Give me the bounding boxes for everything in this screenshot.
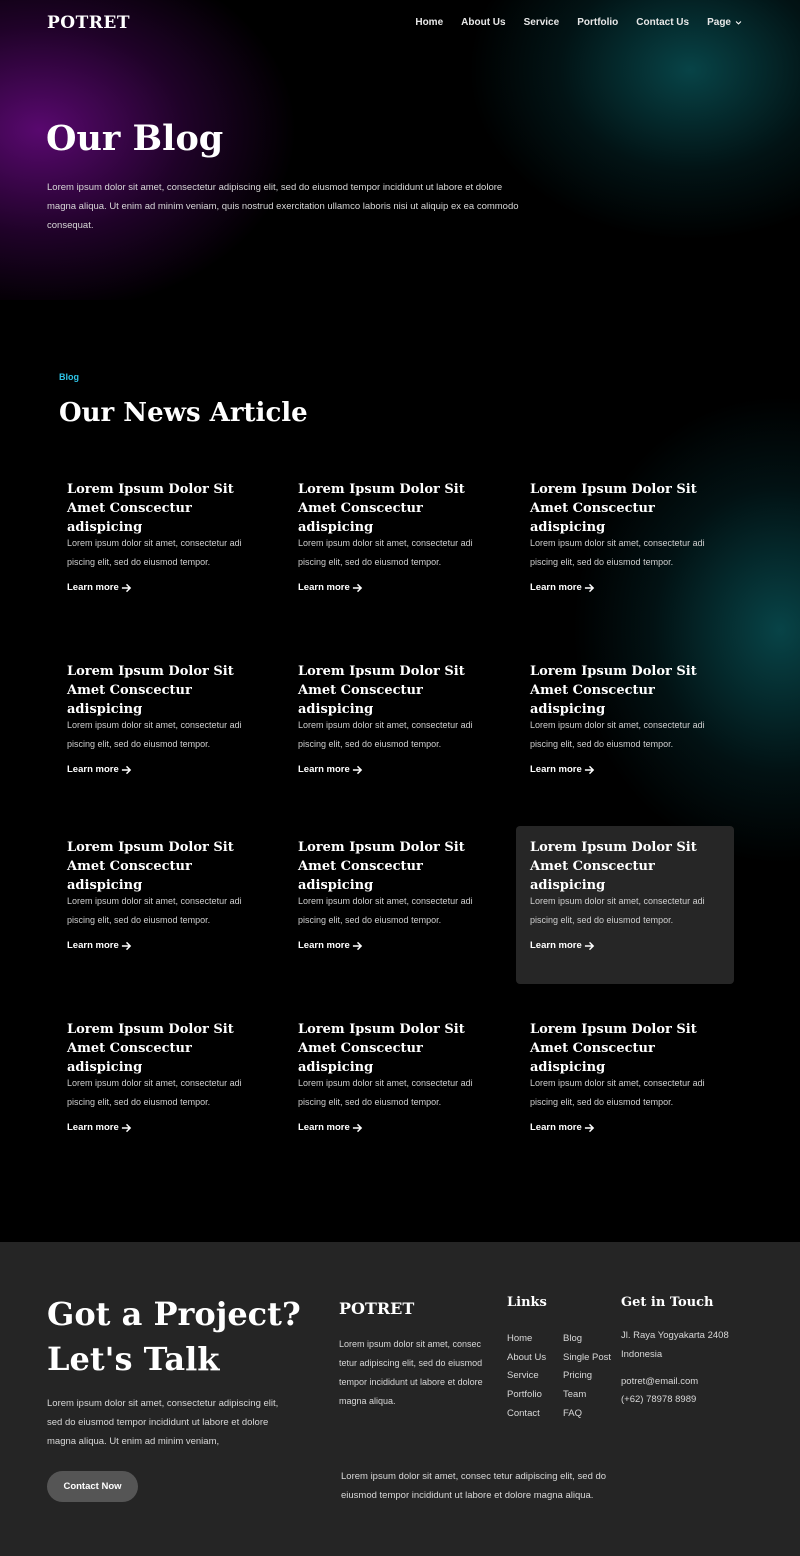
learn-more-link[interactable]: [530, 764, 595, 775]
learn-more-link[interactable]: [67, 764, 132, 775]
learn-more-link[interactable]: [530, 1122, 595, 1133]
footer-link-contact[interactable]: Contact: [507, 1407, 540, 1419]
footer-link-portfolio[interactable]: Portfolio: [507, 1389, 542, 1401]
learn-more-label: Learn more: [67, 764, 119, 775]
page-title: Our Blog: [46, 118, 224, 159]
article-excerpt: Lorem ipsum dolor sit amet, consectetur adi piscing elit, sed do eiusmod tempor.: [298, 896, 473, 925]
article-title: Lorem Ipsum Dolor Sit Amet Conscectur adispicing: [530, 664, 697, 717]
footer-link-team[interactable]: Team: [563, 1389, 587, 1401]
section-title: Our News Article: [59, 398, 308, 428]
footer-address: Jl. Raya Yogyakarta 2408 Indonesia: [621, 1330, 729, 1360]
contact-now-button[interactable]: Contact Now: [47, 1471, 138, 1502]
article-title: Lorem Ipsum Dolor Sit Amet Conscectur adispicing: [530, 840, 697, 893]
footer-logo[interactable]: POTRET: [339, 1299, 415, 1318]
footer-brand-description: Lorem ipsum dolor sit amet, consec tetur adipiscing elit, sed do eiusmod tempor incididunt ut labore et dolore magna aliqua.: [339, 1339, 483, 1406]
article-excerpt: Lorem ipsum dolor sit amet, consectetur adi piscing elit, sed do eiusmod tempor.: [530, 1078, 705, 1107]
article-title: Lorem Ipsum Dolor Sit Amet Conscectur adispicing: [298, 1022, 465, 1075]
learn-more-link[interactable]: [530, 940, 595, 951]
article-excerpt: Lorem ipsum dolor sit amet, consectetur adi piscing elit, sed do eiusmod tempor.: [67, 538, 242, 567]
article-card[interactable]: [53, 468, 271, 626]
article-excerpt: Lorem ipsum dolor sit amet, consectetur adi piscing elit, sed do eiusmod tempor.: [530, 538, 705, 567]
arrow-right-icon: [121, 765, 132, 775]
arrow-right-icon: [584, 1123, 595, 1133]
learn-more-label: Learn more: [530, 582, 582, 593]
learn-more-link[interactable]: [298, 1122, 363, 1133]
footer: [0, 1242, 800, 1556]
footer-email[interactable]: potret@email.com: [621, 1376, 699, 1387]
arrow-right-icon: [584, 765, 595, 775]
nav-home[interactable]: Home: [415, 17, 444, 28]
article-excerpt: Lorem ipsum dolor sit amet, consectetur adi piscing elit, sed do eiusmod tempor.: [530, 896, 705, 925]
cta-description: Lorem ipsum dolor sit amet, consectetur adipiscing elit, sed do eiusmod tempor incididunt ut labore et dolore magna aliqua. Ut enim ad minim veniam,: [47, 1398, 279, 1447]
learn-more-link[interactable]: [530, 582, 595, 593]
learn-more-link[interactable]: [67, 1122, 132, 1133]
footer-contact-heading: Get in Touch: [621, 1295, 714, 1310]
arrow-right-icon: [584, 941, 595, 951]
footer-link-single-post[interactable]: Single Post: [563, 1351, 612, 1363]
learn-more-label: Learn more: [298, 940, 350, 951]
article-card[interactable]: [516, 468, 734, 626]
article-title: Lorem Ipsum Dolor Sit Amet Conscectur adispicing: [298, 482, 465, 535]
article-excerpt: Lorem ipsum dolor sit amet, consectetur adi piscing elit, sed do eiusmod tempor.: [67, 896, 242, 925]
footer-links-col1: [507, 1330, 546, 1424]
footer-phone[interactable]: (+62) 78978 8989: [621, 1394, 697, 1405]
article-card[interactable]: [284, 1008, 502, 1166]
footer-link-service[interactable]: Service: [507, 1370, 539, 1382]
learn-more-label: Learn more: [67, 1122, 119, 1133]
nav-portfolio[interactable]: Portfolio: [577, 17, 619, 28]
arrow-right-icon: [352, 1123, 363, 1133]
cta-title-line1: Got a Project?: [47, 1295, 301, 1333]
hero-section: [0, 0, 800, 300]
arrow-right-icon: [584, 583, 595, 593]
chevron-down-icon: [735, 19, 742, 26]
learn-more-label: Learn more: [530, 1122, 582, 1133]
article-title: Lorem Ipsum Dolor Sit Amet Conscectur adispicing: [67, 482, 234, 535]
arrow-right-icon: [352, 583, 363, 593]
article-title: Lorem Ipsum Dolor Sit Amet Conscectur adispicing: [67, 1022, 234, 1075]
footer-link-about-us[interactable]: About Us: [507, 1351, 547, 1363]
learn-more-link[interactable]: [67, 582, 132, 593]
learn-more-label: Learn more: [67, 582, 119, 593]
blog-section: [0, 300, 800, 1242]
article-card[interactable]: [53, 650, 271, 808]
learn-more-label: Learn more: [298, 764, 350, 775]
article-card[interactable]: [516, 1008, 734, 1166]
learn-more-label: Learn more: [530, 764, 582, 775]
nav-about-us[interactable]: About Us: [461, 17, 506, 28]
nav-service[interactable]: Service: [523, 17, 560, 28]
learn-more-link[interactable]: [67, 940, 132, 951]
footer-link-faq[interactable]: FAQ: [563, 1407, 583, 1419]
article-card[interactable]: [516, 826, 734, 984]
arrow-right-icon: [121, 1123, 132, 1133]
hero-description: Lorem ipsum dolor sit amet, consectetur adipiscing elit, sed do eiusmod tempor incididunt ut labore et dolore magna aliqua. Ut enim ad minim veniam, quis nostrud exercitation ullamco laboris nisi ut aliquip ex ea commodo consequat.: [47, 182, 519, 231]
arrow-right-icon: [121, 583, 132, 593]
learn-more-link[interactable]: [298, 940, 363, 951]
section-eyebrow: Blog: [59, 372, 79, 382]
footer-link-home[interactable]: Home: [507, 1333, 533, 1344]
article-title: Lorem Ipsum Dolor Sit Amet Conscectur adispicing: [298, 664, 465, 717]
article-card[interactable]: [516, 650, 734, 808]
article-card[interactable]: [53, 826, 271, 984]
article-title: Lorem Ipsum Dolor Sit Amet Conscectur adispicing: [67, 840, 234, 893]
footer-bottom-text: Lorem ipsum dolor sit amet, consec tetur adipiscing elit, sed do eiusmod tempor incididunt ut labore et dolore magna aliqua.: [341, 1471, 607, 1501]
nav-page-label: Page: [707, 17, 731, 28]
article-card[interactable]: [284, 468, 502, 626]
arrow-right-icon: [352, 941, 363, 951]
article-title: Lorem Ipsum Dolor Sit Amet Conscectur adispicing: [298, 840, 465, 893]
nav-page-dropdown[interactable]: [707, 17, 742, 28]
article-excerpt: Lorem ipsum dolor sit amet, consectetur adi piscing elit, sed do eiusmod tempor.: [298, 538, 473, 567]
learn-more-link[interactable]: [298, 764, 363, 775]
article-card[interactable]: [284, 650, 502, 808]
learn-more-label: Learn more: [298, 582, 350, 593]
article-card[interactable]: [284, 826, 502, 984]
footer-links-col2: [563, 1330, 611, 1424]
cta-title-line2: Let's Talk: [47, 1340, 220, 1378]
site-logo[interactable]: POTRET: [47, 13, 130, 33]
arrow-right-icon: [121, 941, 132, 951]
cta-title: [47, 1292, 301, 1382]
article-title: Lorem Ipsum Dolor Sit Amet Conscectur adispicing: [530, 482, 697, 535]
learn-more-label: Learn more: [67, 940, 119, 951]
article-excerpt: Lorem ipsum dolor sit amet, consectetur adi piscing elit, sed do eiusmod tempor.: [67, 1078, 242, 1107]
article-excerpt: Lorem ipsum dolor sit amet, consectetur adi piscing elit, sed do eiusmod tempor.: [530, 720, 705, 749]
arrow-right-icon: [352, 765, 363, 775]
learn-more-label: Learn more: [530, 940, 582, 951]
learn-more-link[interactable]: [298, 582, 363, 593]
learn-more-label: Learn more: [298, 1122, 350, 1133]
footer-link-pricing[interactable]: Pricing: [563, 1370, 593, 1382]
footer-links-heading: Links: [507, 1295, 547, 1310]
article-title: Lorem Ipsum Dolor Sit Amet Conscectur adispicing: [67, 664, 234, 717]
article-excerpt: Lorem ipsum dolor sit amet, consectetur adi piscing elit, sed do eiusmod tempor.: [298, 720, 473, 749]
main-nav: [397, 17, 742, 28]
footer-link-blog[interactable]: Blog: [563, 1333, 583, 1344]
article-title: Lorem Ipsum Dolor Sit Amet Conscectur adispicing: [530, 1022, 697, 1075]
article-excerpt: Lorem ipsum dolor sit amet, consectetur adi piscing elit, sed do eiusmod tempor.: [67, 720, 242, 749]
article-card[interactable]: [53, 1008, 271, 1166]
nav-contact-us[interactable]: Contact Us: [636, 17, 690, 28]
article-excerpt: Lorem ipsum dolor sit amet, consectetur adi piscing elit, sed do eiusmod tempor.: [298, 1078, 473, 1107]
